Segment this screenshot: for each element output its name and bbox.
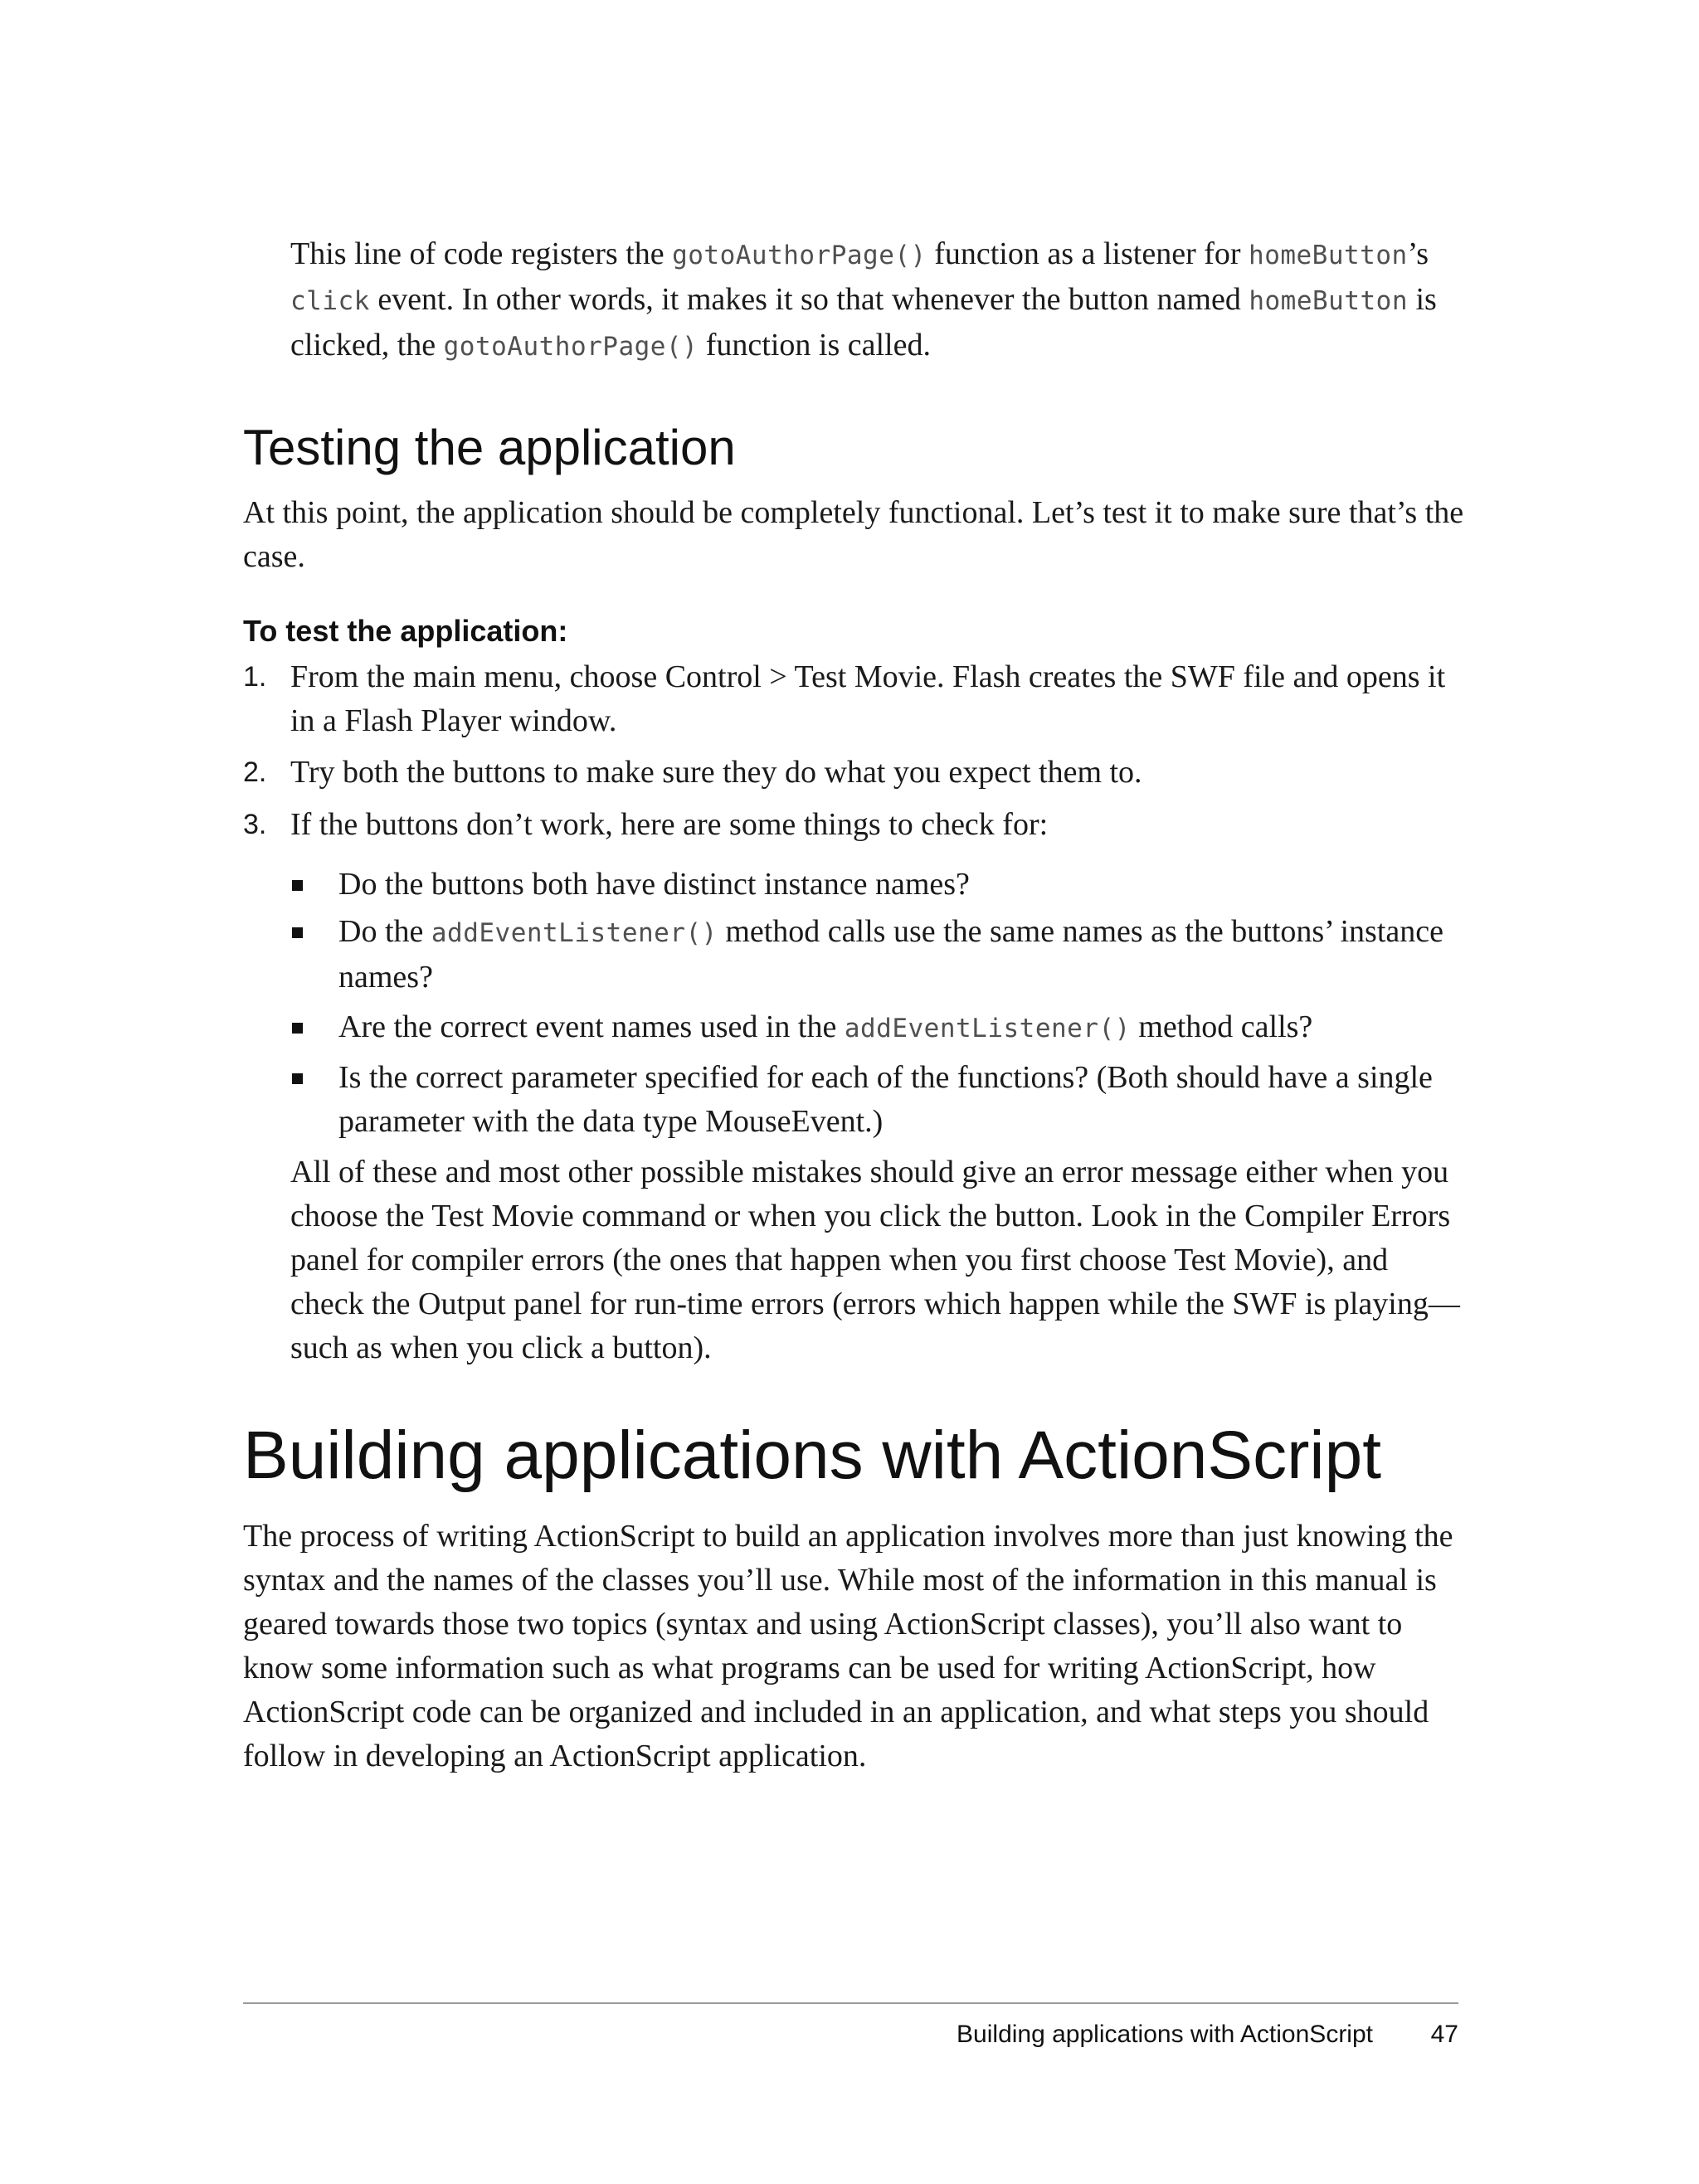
bullet-text: Is the correct parameter specified for each of the functions? (Both should have a single parameter with the data type MouseEvent.)	[338, 1060, 1433, 1139]
intro-text: function is called.	[698, 328, 931, 362]
bullet-text	[338, 910, 1468, 1000]
bullet-square-icon	[292, 1073, 303, 1084]
step-number: 3.	[243, 809, 267, 840]
code-home-button: homeButton	[1249, 241, 1408, 270]
bullet-square-icon	[292, 927, 303, 938]
building-paragraph: The process of writing ActionScript to build an application involves more than just knowing the syntax and the names of the classes you’ll use. While most of the information in this manual is geared towards those two topics (syntax and using ActionScript classes), you’ll also want to know some information such as what programs can be used for writing ActionScript, how ActionScript code can be organized and included in an application, and what steps you should follow in developing an ActionScript application.	[243, 1519, 1453, 1773]
testing-paragraph: At this point, the application should be completely functional. Let’s test it to make sure that’s the case.	[243, 495, 1464, 574]
step-text: Try both the buttons to make sure they do what you expect them to.	[290, 755, 1142, 790]
code-home-button: homeButton	[1249, 286, 1408, 316]
bullet-text: Do the buttons both have distinct instance names?	[338, 867, 970, 902]
footer-running-title: Building applications with ActionScript	[957, 2021, 1373, 2048]
bullet-text-part: Are the correct event names used in the	[338, 1009, 845, 1044]
step-number: 1.	[243, 661, 267, 693]
intro-text: This line of code registers the	[290, 236, 673, 271]
code-click: click	[290, 286, 370, 316]
code-add-event-listener: addEventListener()	[431, 918, 718, 948]
section-heading-testing: Testing the application	[243, 420, 736, 475]
bullet-square-icon	[292, 880, 303, 891]
procedure-heading: To test the application:	[243, 614, 568, 648]
chapter-heading-building: Building applications with ActionScript	[243, 1418, 1381, 1493]
intro-text: ’s	[1407, 236, 1429, 271]
step-text: If the buttons don’t work, here are some things to check for:	[290, 807, 1049, 842]
bullet-text	[338, 1005, 1468, 1051]
intro-text: function as a listener for	[926, 236, 1249, 271]
bullet-text-part: Do the	[338, 914, 431, 949]
page-number: 47	[1430, 2021, 1458, 2048]
bullet-square-icon	[292, 1023, 303, 1034]
intro-paragraph	[290, 232, 1468, 369]
intro-text: event. In other words, it makes it so that whenever the button named	[369, 282, 1249, 317]
bullet-text-part: method calls use the same names as the buttons’ instance names?	[338, 914, 1443, 995]
closing-paragraph: All of these and most other possible mistakes should give an error message either when you choose the Test Movie command or when you click the button. Look in the Compiler Errors panel for compiler errors (the ones that happen when you first choose Test Movie), and check the Output panel for run-time errors (errors which happen while the SWF is playing—such as when you click a button).	[290, 1155, 1460, 1365]
code-goto-author-page: gotoAuthorPage()	[443, 332, 699, 362]
footer-divider	[243, 2002, 1458, 2004]
step-number: 2.	[243, 756, 267, 788]
code-add-event-listener: addEventListener()	[844, 1014, 1131, 1043]
bullet-text-part: method calls?	[1130, 1009, 1313, 1044]
intro-text: is clicked, the	[290, 282, 1437, 362]
code-goto-author-page: gotoAuthorPage()	[672, 241, 927, 270]
step-text: From the main menu, choose Control > Test Movie. Flash creates the SWF file and opens it in a Flash Player window.	[290, 659, 1446, 738]
